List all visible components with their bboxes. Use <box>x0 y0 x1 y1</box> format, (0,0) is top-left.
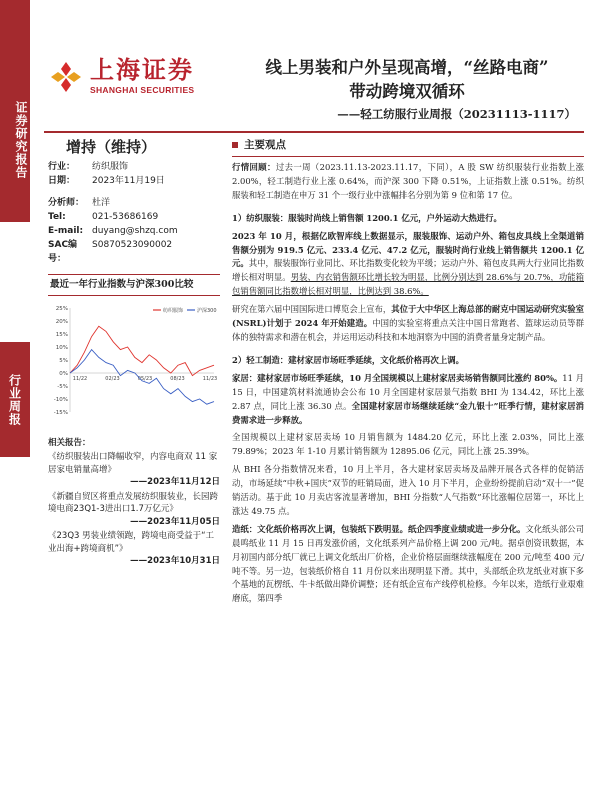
series-line <box>70 326 214 375</box>
sac-value: S0870523090002 <box>92 240 173 250</box>
paper-paragraph <box>232 523 584 606</box>
y-tick-label: 10% <box>55 345 68 351</box>
sidebar-report-type: 证券研究报告 <box>0 0 30 222</box>
sidebar <box>0 0 30 800</box>
related-reports-list <box>48 451 220 568</box>
textile-subheading: 1）纺织服装：服装时尚线上销售额 1200.1 亿元，户外运动大热进行。 <box>232 212 502 223</box>
related-report-title[interactable]: 《新疆自贸区将重点发展纺织服装业，长园跨境电商23Q1-3进出口1.7万亿元》 <box>48 491 219 514</box>
title-line-2: 带动跨境双循环 <box>349 82 465 101</box>
textile-paragraph <box>232 230 584 300</box>
x-tick-label: 02/23 <box>105 376 120 382</box>
related-reports-heading: 相关报告： <box>48 438 91 448</box>
title-line-1: 线上男装和户外呈现高增，“丝路电商” <box>265 58 549 77</box>
related-report[interactable] <box>48 451 220 489</box>
index-chart <box>48 300 220 430</box>
y-tick-label: -15% <box>53 410 68 416</box>
sac-row <box>48 238 220 266</box>
section-heading <box>232 134 584 157</box>
related-report-date: ——2023年11月05日 <box>130 516 220 527</box>
y-tick-label: 15% <box>55 332 68 338</box>
section-heading-text: 主要观点 <box>244 139 286 151</box>
home-text-bold: 家居：建材家居市场旺季延续，10 月全国规模以上建材家居卖场销售额同比涨约 80%。 <box>232 372 563 383</box>
date-label: 日期： <box>48 176 76 186</box>
nike-text-1: 研究在第六届中国国际进口博览会上宣布， <box>232 304 392 315</box>
logo-icon <box>50 61 82 93</box>
legend-label: 纺织服饰 <box>163 308 184 314</box>
analyst-row <box>48 196 220 210</box>
related-report[interactable] <box>48 530 220 568</box>
square-bullet-icon <box>232 142 238 148</box>
nike-text-2: 中国的实验室将重点关注中国日常跑者、篮球运动员等群体的独特需求和潜在机会，并运用运动科技和本地洞察为中国的消费者量身定制产品。 <box>232 318 584 342</box>
y-tick-label: -5% <box>57 384 68 390</box>
related-report[interactable] <box>48 491 220 529</box>
legend-label: 沪深300 <box>197 308 217 314</box>
bhi-paragraph: 从 BHI 各分指数情况来看，10 月上半月，各大建材家居卖场及品牌开展各式各样的促销活动，市场延续“中秋+国庆”双节的旺销局面，进入 10 月下半月，企业纷纷提前启动“双十一”促销活动。基于此 10 月卖店客流显著增加，BHI 分指数“人气指数”环比涨幅位居第一，环比上涨达 49.75 点。 <box>232 464 584 516</box>
x-tick-label: 08/23 <box>170 376 185 382</box>
textile-text-underlined: 男装、内衣销售额环比增长较为明显，比例分别达到 28.6%与 20.7%，功能箱包销售额同比指数增长相对明显，比例达到 38.6%。 <box>232 272 584 297</box>
sales-paragraph: 全国规模以上建材家居卖场 10 月销售额为 1484.20 亿元，环比上涨 2.03%，同比上涨 79.89%；2023 年 1-10 月累计销售额为 12895.06 亿元，同比上涨 25.39%。 <box>232 432 584 457</box>
date-value: 2023年11月19日 <box>92 176 165 186</box>
market-review-label: 行情回顾： <box>232 162 276 172</box>
email-label: E-mail: <box>48 226 84 236</box>
left-column <box>48 134 220 570</box>
light-industry-subheading: 2）轻工制造：建材家居市场旺季延续，文化纸价格再次上调。 <box>232 354 464 365</box>
header-divider <box>44 131 584 133</box>
market-review-paragraph <box>232 161 584 203</box>
rating: 增持（维持） <box>66 138 157 156</box>
sidebar-weekly-tag: 行业周报 <box>0 342 30 457</box>
main-content <box>232 134 584 606</box>
x-tick-label: 11/22 <box>72 376 88 382</box>
industry-row <box>48 160 220 174</box>
industry-value: 纺织服饰 <box>92 162 129 172</box>
y-tick-label: 0% <box>59 371 68 377</box>
nike-paragraph <box>232 303 584 345</box>
y-tick-label: 25% <box>55 306 68 312</box>
nike-text-bold: 其位于大中华区上海总部的耐克中国运动研究实验室(NSRL)计划于 2024 年开始建造。 <box>232 304 585 329</box>
x-tick-label: 05/23 <box>137 376 153 382</box>
email-value[interactable]: duyang@shzq.com <box>92 226 178 236</box>
title-subtitle: ——轻工纺服行业周报（20231113-1117） <box>337 107 576 121</box>
email-row <box>48 224 220 238</box>
paper-text-bold: 造纸：文化纸价格再次上调，包装纸下跌明显。纸企四季度业绩或进一步分化。 <box>232 523 526 534</box>
date-row <box>48 174 220 188</box>
chart-title: 最近一年行业指数与沪深300比较 <box>48 274 220 296</box>
related-report-date: ——2023年10月31日 <box>130 556 220 566</box>
analyst-label: 分析师： <box>48 198 85 208</box>
y-tick-label: -10% <box>53 397 68 403</box>
home-text: 11 月 15 日，中国建筑材料流通协会公布 10 月全国建材家居景气指数 BHI 为 134.42，环比上涨 2.87 点，同比上涨 36.30 点。 <box>232 372 584 411</box>
company-logo <box>50 58 194 95</box>
tel-row <box>48 210 220 224</box>
y-tick-label: 5% <box>59 358 68 364</box>
tel-value: 021-53686169 <box>92 212 159 222</box>
industry-label: 行业： <box>48 162 76 172</box>
related-report-title[interactable]: 《纺织服装出口降幅收窄，内容电商双 11 家居家电销量高增》 <box>48 452 218 475</box>
home-paragraph <box>232 372 584 428</box>
y-tick-label: 20% <box>55 319 68 325</box>
logo-text-cn: 上海证券 <box>90 56 194 84</box>
analyst-value: 杜洋 <box>92 198 111 208</box>
paper-text: 文化纸头部公司晨鸣纸业 11 月 15 日再发涨价函，文化纸系列产品价格上调 200 元/吨。据卓创资讯数据，本月初国内部分纸厂就已上调文化纸出厂价格，企业价格层面继续涨幅度在 200 元/吨至 400 元/吨不等。另一边，包装纸价格自 11 月份以来出现明显下滑。其中，头部纸企玖龙纸业对旗下多个基地的瓦楞纸、牛卡纸做出降价调整；还有纸企宣布产线停机检修。今年以来，造纸行业艰难磨底，第四季 <box>232 523 585 604</box>
market-review-text: 过去一周（2023.11.13-2023.11.17，下同），A 股 SW 纺织服装行业指数上涨 2.00%，轻工制造行业上涨 0.64%，而沪深 300 下降 0.51%，上证指数上涨 0.51%。纺织服装和轻工制造在申万 31 个一级行业中涨幅排名分别为第 9 位和第 17 位。 <box>232 162 584 200</box>
sac-label: SAC编号： <box>48 240 78 264</box>
report-title <box>238 56 576 124</box>
x-tick-label: 11/23 <box>202 376 218 382</box>
index-chart-svg <box>48 300 220 430</box>
related-report-title[interactable]: 《23Q3 男装业绩领跑，跨境电商受益于“工业出海+跨境商机”》 <box>48 531 215 554</box>
tel-label: Tel: <box>48 212 66 222</box>
related-report-date: ——2023年11月12日 <box>130 477 220 487</box>
logo-text-en: SHANGHAI SECURITIES <box>90 85 195 95</box>
textile-text: 其中，服装服饰行业同比、环比指数变化较为平缓；运动户外、箱包皮具两大行业同比指数增长相对明显。 <box>232 258 585 283</box>
home-text-bold-2: 全国建材家居市场继续延续“金九银十”旺季行情，建材家居消费需求进一步释放。 <box>232 400 584 425</box>
textile-text-bold: 2023 年 10 月，根据亿欧智库线上数据显示，服装服饰、运动户外、箱包皮具线上全渠道销售额分别为 919.5 亿元、233.4 亿元、47.2 亿元，服装时尚行业线上销售额共 1200.1 亿元。 <box>232 230 584 269</box>
